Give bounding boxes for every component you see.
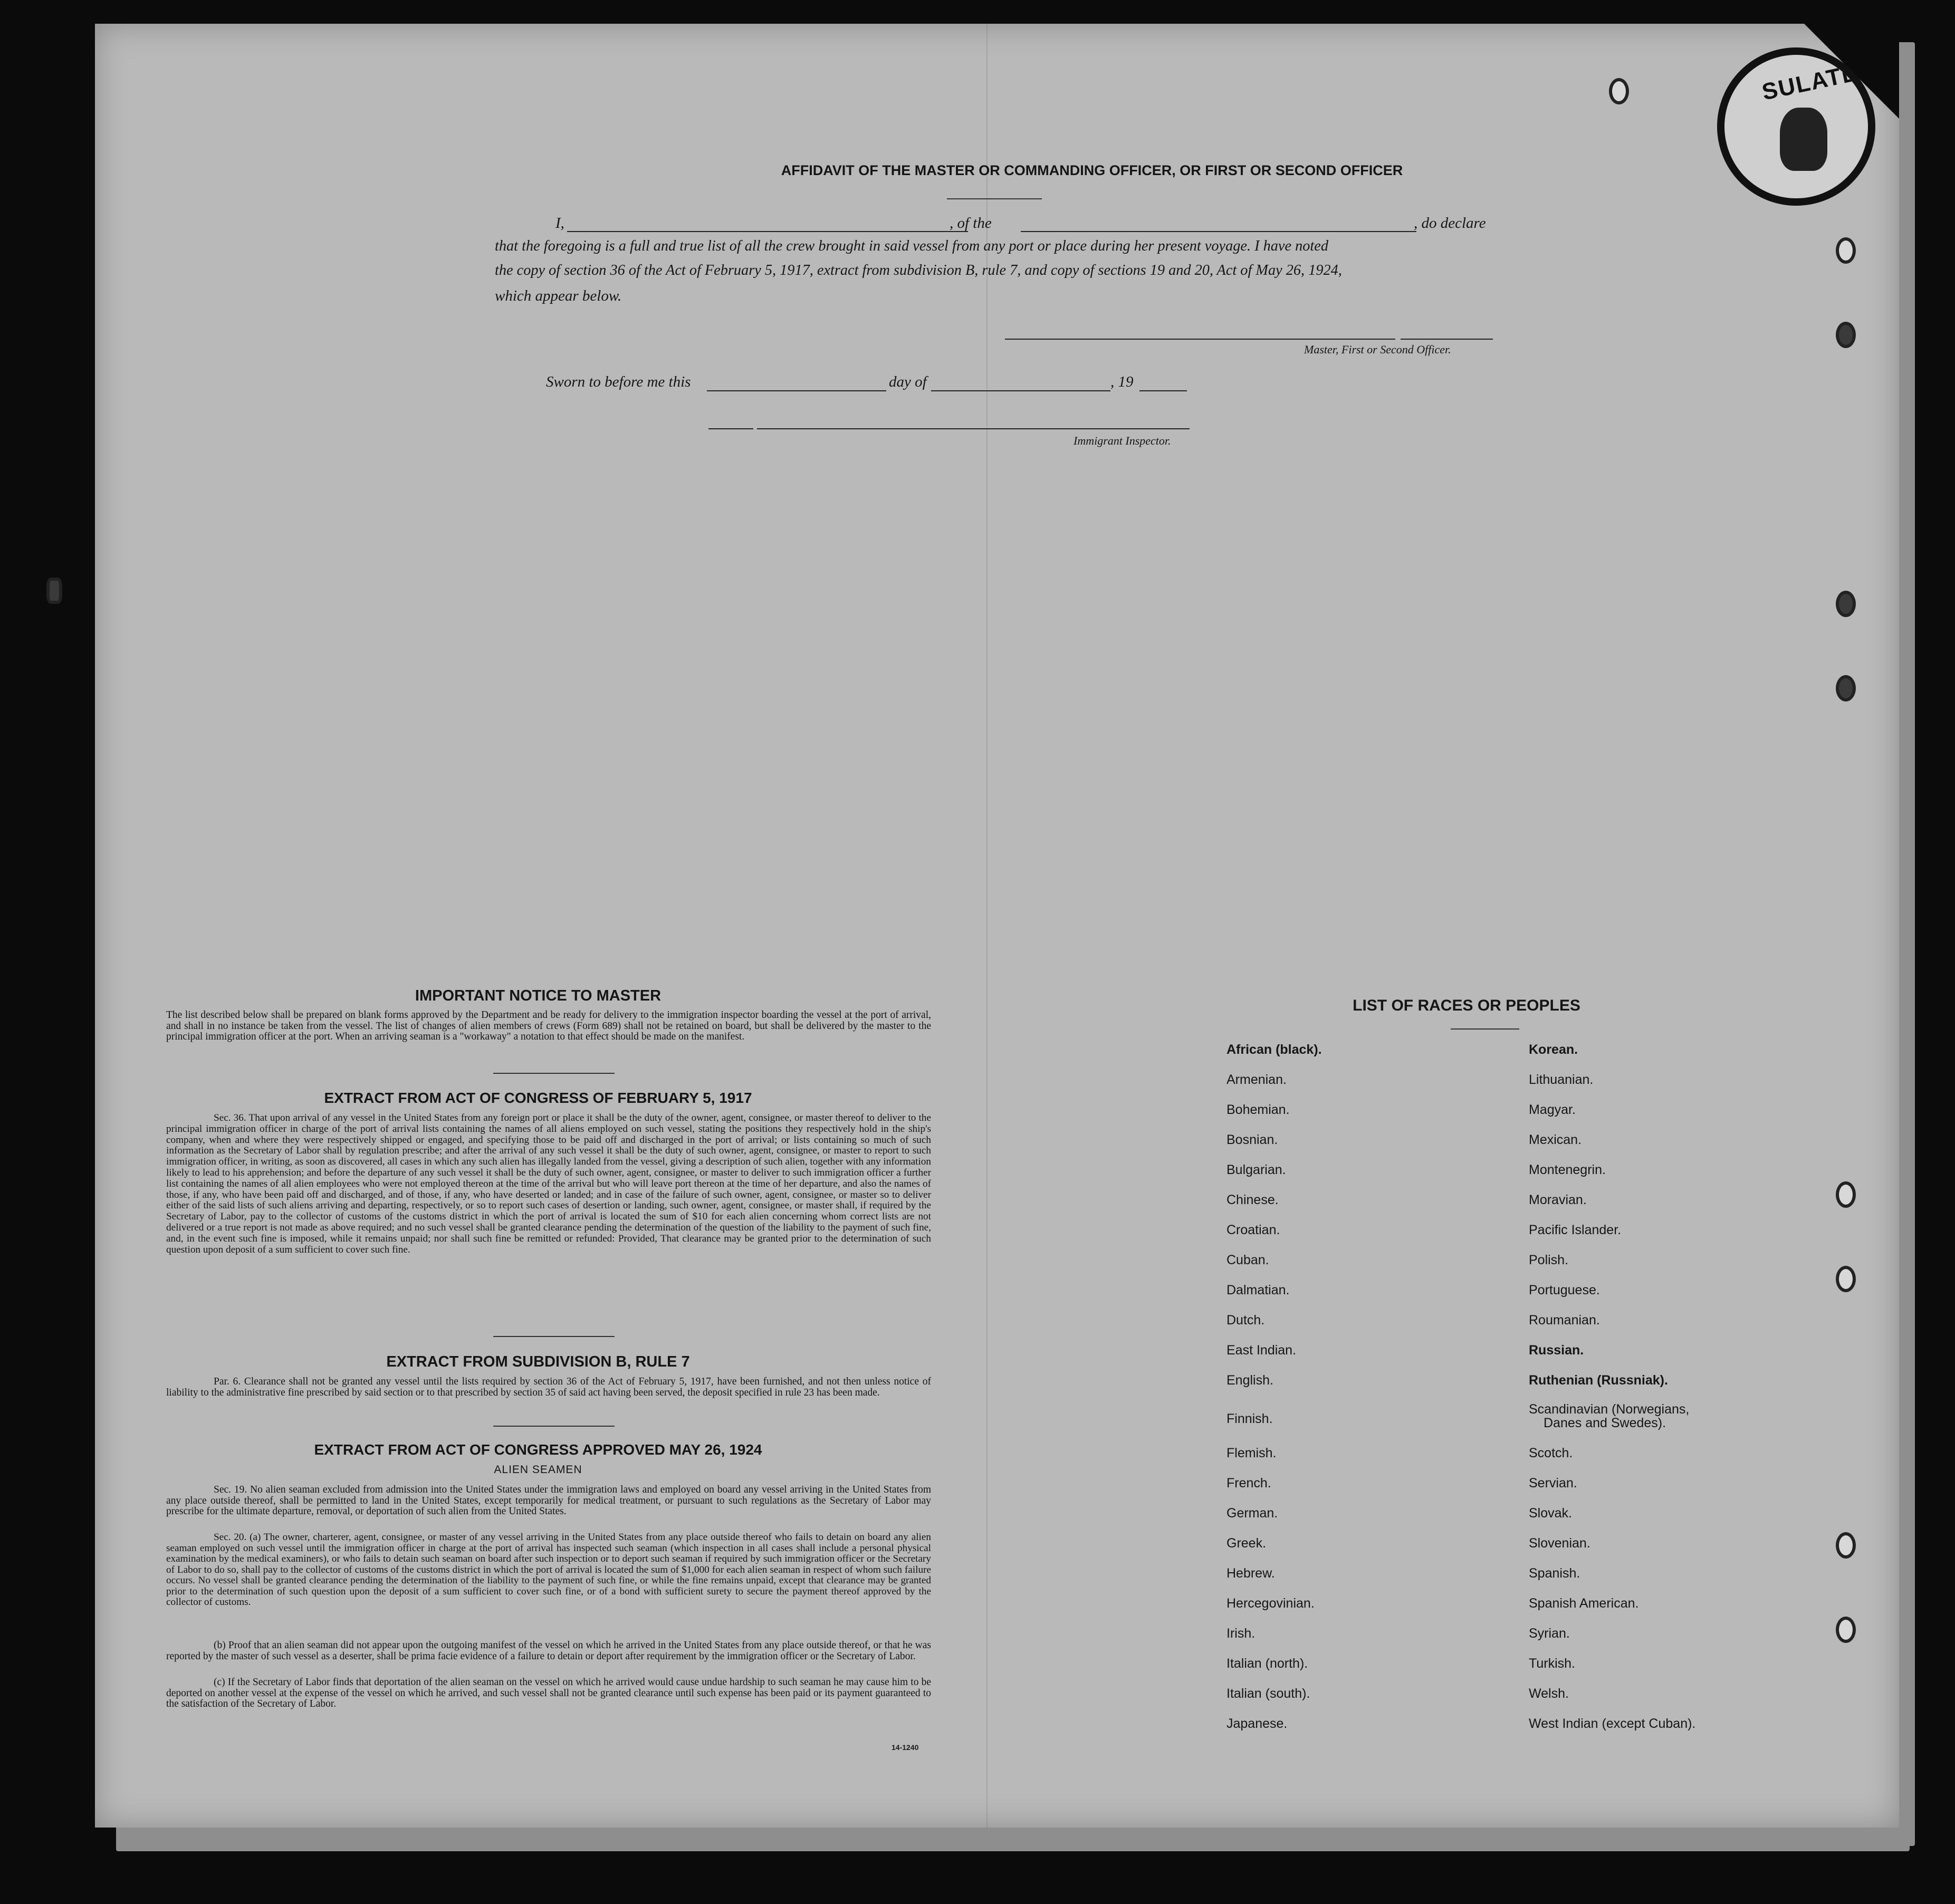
- race-item: Hercegovinian.: [1226, 1596, 1315, 1611]
- race-item: Portuguese.: [1529, 1283, 1600, 1297]
- master-signature-blank-2: [1401, 339, 1493, 340]
- race-item: Lithuanian.: [1529, 1072, 1594, 1087]
- race-item: Slovak.: [1529, 1506, 1572, 1521]
- master-signature-blank: [1005, 339, 1395, 340]
- race-item: Greek.: [1226, 1536, 1267, 1551]
- section-19-text: Sec. 19. No alien seaman excluded from admission into the United States under the immigration laws and employed on board any vessel arriving in the United States from any place outside thereof, shall be permitted to land in the United States, except temporarily for medical treatment, or pursuant to such regulations as the Secretary of Labor may prescribe for the ultimate departure, removal, or deportation of such alien from the United States.: [166, 1484, 931, 1517]
- race-item: Montenegrin.: [1529, 1162, 1606, 1177]
- race-item: Finnish.: [1226, 1411, 1273, 1426]
- binding-hole: [1836, 1532, 1856, 1559]
- alien-seamen-subtitle: ALIEN SEAMEN: [494, 1464, 582, 1476]
- binding-hole: [1609, 78, 1629, 104]
- sworn-year: , 19: [1110, 373, 1134, 390]
- declare-suffix: , do declare: [1414, 215, 1486, 232]
- notice-divider: [493, 1073, 615, 1074]
- sworn-prefix: Sworn to before me this: [546, 373, 691, 390]
- race-item: Moravian.: [1529, 1193, 1587, 1207]
- race-item: Armenian.: [1226, 1072, 1287, 1087]
- race-item: East Indian.: [1226, 1343, 1297, 1358]
- race-item: Slovenian.: [1529, 1536, 1590, 1551]
- binding-hole: [1836, 1266, 1856, 1292]
- form-number: 14-1240: [892, 1743, 919, 1752]
- race-item: Italian (south).: [1226, 1686, 1310, 1701]
- eagle-icon: [1780, 108, 1827, 171]
- vessel-prefix: , of the: [950, 215, 992, 232]
- race-item: English.: [1226, 1373, 1273, 1388]
- race-item: Mexican.: [1529, 1132, 1582, 1147]
- race-item: Spanish.: [1529, 1566, 1580, 1581]
- tear-mark: [46, 578, 62, 604]
- race-item: French.: [1226, 1476, 1271, 1490]
- race-item: Korean.: [1529, 1042, 1578, 1057]
- declarant-name-blank: [567, 231, 968, 232]
- affidavit-line-3: the copy of section 36 of the Act of February 5, 1917, extract from subdivision B, rule 7, and copy of sections 19 and 20, Act of May 26, 1924,: [495, 262, 1342, 278]
- race-item: Cuban.: [1226, 1253, 1269, 1267]
- binding-hole: [1836, 675, 1856, 701]
- race-item: Scotch.: [1529, 1446, 1573, 1460]
- section-20b-text: (b) Proof that an alien seaman did not appear upon the outgoing manifest of the vessel on which he arrived in the United States from any place outside thereof, or that he was reported by the master of such vessel as a deserter, shall be prima facie evidence of a failure to detain or deport after requirement by the immigration officer or the Secretary of Labor.: [166, 1640, 931, 1662]
- race-item: Bosnian.: [1226, 1132, 1278, 1147]
- notice-title: IMPORTANT NOTICE TO MASTER: [415, 987, 662, 1004]
- binding-hole: [1836, 237, 1856, 264]
- affidavit-title: AFFIDAVIT OF THE MASTER OR COMMANDING OFFICER, OR FIRST OR SECOND OFFICER: [781, 162, 1403, 178]
- race-item: Servian.: [1529, 1476, 1577, 1490]
- race-item: Italian (north).: [1226, 1656, 1308, 1671]
- master-caption: Master, First or Second Officer.: [1304, 343, 1451, 356]
- race-item: Turkish.: [1529, 1656, 1575, 1671]
- race-item: Pacific Islander.: [1529, 1223, 1622, 1237]
- race-item: Polish.: [1529, 1253, 1569, 1267]
- race-item: Magyar.: [1529, 1102, 1576, 1117]
- race-item: Ruthenian (Russniak).: [1529, 1373, 1668, 1388]
- race-item: Bulgarian.: [1226, 1162, 1286, 1177]
- race-item: Japanese.: [1226, 1716, 1288, 1731]
- extract-1917-text: Sec. 36. That upon arrival of any vessel in the United States from any foreign port or place it shall be the duty of the owner, agent, consignee, or master thereof to deliver to the principal immigration officer in charge of the port of arrival lists containing the names of all aliens employed on such vessel, stating the positions they respectively hold in the ship's company, when and where they were respectively shipped or engaged, and specifying those to be paid off and discharged in the port of arrival; or lists containing so much of such information as the Secretary of Labor shall by regulation prescribe; and after the arrival of any such vessel it shall be the duty of such owner, agent, consignee, or master to report to such immigration officer, in writing, as soon as discovered, all cases in which any such alien has illegally landed from the vessel, giving a description of such alien, together with any information likely to lead to his apprehension; and before the departure of any such vessel it shall be the duty of such owner, agent, consignee, or master to deliver to such immigration officer a further list containing the names of all alien employees who were not employed thereon at the time of the arrival but who will leave port thereon at the time of her departure, and also the names of those, if any, who have been paid off and discharged, and of those, if any, who have deserted or landed; and in case of the failure of such owner, agent, consignee, or master so to deliver either of the said lists of such aliens arriving and departing, respectively, or so to report such cases of desertion or landing, such owner, agent, consignee, or master shall, if required by the Secretary of Labor, pay to the collector of customs of the customs district in which the port of arrival is located the sum of $10 for each alien concerning whom correct lists are not delivered or a true report is not made as above required; and no such vessel shall be granted clearance pending the determination of the question of the liability to the payment of such fine, and, in the event such fine is imposed, while it remains unpaid; nor shall such fine be remitted or refunded: Provided, That clearance may be granted prior to the determination of such question upon deposit of a sum sufficient to cover such fine.: [166, 1112, 931, 1255]
- subdivision-b-title: EXTRACT FROM SUBDIVISION B, RULE 7: [386, 1353, 690, 1370]
- race-item: Spanish American.: [1529, 1596, 1639, 1611]
- race-item: Roumanian.: [1529, 1313, 1600, 1328]
- binding-hole: [1836, 591, 1856, 617]
- race-item: Flemish.: [1226, 1446, 1277, 1460]
- race-item: Welsh.: [1529, 1686, 1569, 1701]
- subdivision-b-divider: [493, 1426, 615, 1427]
- extract-1924-title: EXTRACT FROM ACT OF CONGRESS APPROVED MAY 26, 1924: [314, 1441, 762, 1458]
- race-item: Hebrew.: [1226, 1566, 1275, 1581]
- sworn-year-blank: [1139, 390, 1187, 391]
- race-item: Dalmatian.: [1226, 1283, 1290, 1297]
- declarant-prefix: I,: [555, 215, 564, 232]
- section-20c-text: (c) If the Secretary of Labor finds that deportation of the alien seaman on the vessel on which he arrived would cause undue hardship to such seaman he may cause him to be deported on another vessel at the expense of the vessel on which he arrived, and such vessel shall not be granted clearance until such expense has been paid or its payment guaranteed to the satisfaction of the Secretary of Labor.: [166, 1677, 931, 1709]
- extract-1917-title: EXTRACT FROM ACT OF CONGRESS OF FEBRUARY 5, 1917: [324, 1090, 752, 1106]
- sworn-month-blank: [931, 390, 1110, 391]
- sworn-date-blank: [707, 390, 886, 391]
- notice-text: The list described below shall be prepared on blank forms approved by the Department and be ready for delivery to the immigration inspector boarding the vessel at the port of arrival, and shall in no instance be taken from the vessel. The list of changes of alien members of crews (Form 689) shall not be retained on board, but shall be delivered by the master to the principal immigration officer at the port. When an arriving seaman is a "workaway" a notation to that effect should be made on the manifest.: [166, 1009, 931, 1042]
- subdivision-b-text: Par. 6. Clearance shall not be granted any vessel until the lists required by section 36 of the Act of February 5, 1917, have been furnished, and not then unless notice of liability to the administrative fine prescribed by said section or to that prescribed by section 35 of said act having been served, the deposit specified in rule 23 has been made.: [166, 1376, 931, 1398]
- binding-hole: [1836, 1181, 1856, 1208]
- title-divider: [947, 198, 1042, 199]
- affidavit-line-4: which appear below.: [495, 287, 622, 304]
- race-item: Danes and Swedes).: [1544, 1416, 1666, 1430]
- consulate-stamp: [1717, 47, 1875, 206]
- affidavit-line-2: that the foregoing is a full and true list of all the crew brought in said vessel from any port or place during her present voyage. I have noted: [495, 238, 1328, 254]
- vessel-name-blank: [1021, 231, 1416, 232]
- binding-hole: [1836, 322, 1856, 348]
- race-item: Syrian.: [1529, 1626, 1570, 1641]
- race-item: African (black).: [1226, 1042, 1322, 1057]
- race-item: West Indian (except Cuban).: [1529, 1716, 1696, 1731]
- race-item: German.: [1226, 1506, 1278, 1521]
- race-item: Irish.: [1226, 1626, 1256, 1641]
- races-divider: [1451, 1028, 1519, 1030]
- sworn-day-of: day of: [889, 373, 927, 390]
- race-item: Croatian.: [1226, 1223, 1280, 1237]
- binding-hole: [1836, 1617, 1856, 1643]
- inspector-caption: Immigrant Inspector.: [1074, 434, 1171, 447]
- center-fold: [986, 24, 988, 1828]
- inspector-signature-blank: [708, 428, 753, 429]
- races-title: LIST OF RACES OR PEOPLES: [1353, 997, 1580, 1014]
- inspector-signature-blank-2: [757, 428, 1190, 429]
- race-item: Bohemian.: [1226, 1102, 1290, 1117]
- race-item: Chinese.: [1226, 1193, 1279, 1207]
- race-item: Dutch.: [1226, 1313, 1265, 1328]
- race-item: Scandinavian (Norwegians,: [1529, 1402, 1690, 1417]
- section-20a-text: Sec. 20. (a) The owner, charterer, agent, consignee, or master of any vessel arriving in the United States from any place outside thereof who fails to detain on board any alien seaman employed on such vessel until the immigration officer in charge at the port of arrival has inspected such seaman (which inspection in all cases shall include a personal physical examination by the medical examiners), or who fails to detain such seaman on board after such inspection or to deport such seaman if required by such immigration officer or the Secretary of Labor to do so, shall pay to the collector of customs of the customs district in which the port of arrival is located the sum of $1,000 for each alien seaman in respect of whom such failure occurs. No vessel shall be granted clearance pending the determination of the liability to the payment of such fine, or while the fine remains unpaid, except that clearance may be granted prior to the determination of such question upon the deposit of a sum sufficient to cover such fine, or of a bond with sufficient surety to secure the payment thereof approved by the collector of customs.: [166, 1532, 931, 1608]
- extract-1917-divider: [493, 1336, 615, 1337]
- race-item: Russian.: [1529, 1343, 1584, 1358]
- stamp-text: SULATE: [1759, 60, 1861, 105]
